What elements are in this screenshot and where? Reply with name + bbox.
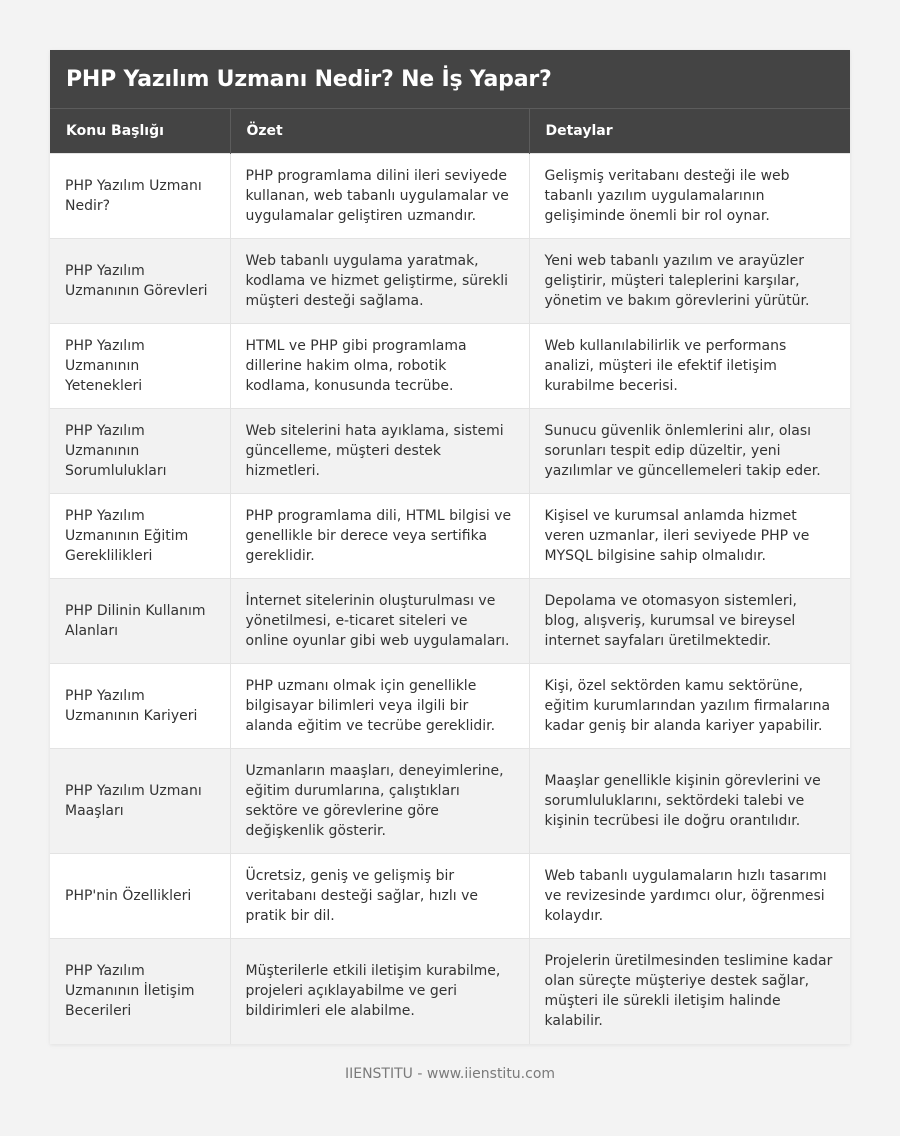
cell-summary: PHP programlama dilini ileri seviyede kullanan, web tabanlı uygulamalar ve uygulamalar geliştiren uzmandır.	[230, 154, 529, 239]
content-card	[50, 50, 850, 1044]
table-row	[50, 579, 850, 664]
cell-details: Yeni web tabanlı yazılım ve arayüzler geliştirir, müşteri taleplerini karşılar, yönetim ve bakım görevlerini yürütür.	[529, 239, 850, 324]
title-bar	[50, 50, 850, 108]
cell-summary: PHP programlama dili, HTML bilgisi ve genellikle bir derece veya sertifika gereklidir.	[230, 494, 529, 579]
cell-topic: PHP Yazılım Uzmanının Görevleri	[50, 239, 230, 324]
cell-details: Gelişmiş veritabanı desteği ile web tabanlı yazılım uygulamalarının gelişiminde önemli bir rol oynar.	[529, 154, 850, 239]
cell-summary: Ücretsiz, geniş ve gelişmiş bir veritabanı desteği sağlar, hızlı ve pratik bir dil.	[230, 854, 529, 939]
cell-summary: Müşterilerle etkili iletişim kurabilme, projeleri açıklayabilme ve geri bildirimleri ele alabilme.	[230, 939, 529, 1044]
cell-summary: Uzmanların maaşları, deneyimlerine, eğitim durumlarına, çalıştıkları sektöre ve görevlerine göre değişkenlik gösterir.	[230, 749, 529, 854]
cell-summary: HTML ve PHP gibi programlama dillerine hakim olma, robotik kodlama, konusunda tecrübe.	[230, 324, 529, 409]
table-row	[50, 854, 850, 939]
cell-details: Kişi, özel sektörden kamu sektörüne, eğitim kurumlarından yazılım firmalarına kadar geniş bir alanda kariyer yapabilir.	[529, 664, 850, 749]
cell-topic: PHP Yazılım Uzmanının Sorumlulukları	[50, 409, 230, 494]
cell-topic: PHP Yazılım Uzmanının Yetenekleri	[50, 324, 230, 409]
footer-credit: IIENSTITU - www.iienstitu.com	[344, 1066, 556, 1082]
table-row	[50, 324, 850, 409]
table-row	[50, 239, 850, 324]
table-row	[50, 664, 850, 749]
cell-topic: PHP Yazılım Uzmanı Maaşları	[50, 749, 230, 854]
cell-topic: PHP Dilinin Kullanım Alanları	[50, 579, 230, 664]
cell-details: Sunucu güvenlik önlemlerini alır, olası sorunları tespit edip düzeltir, yeni yazılımlar ve güncellemeleri takip eder.	[529, 409, 850, 494]
cell-summary: Web sitelerini hata ayıklama, sistemi güncelleme, müşteri destek hizmetleri.	[230, 409, 529, 494]
cell-details: Kişisel ve kurumsal anlamda hizmet veren uzmanlar, ileri seviyede PHP ve MYSQL bilgisine sahip olmalıdır.	[529, 494, 850, 579]
cell-details: Maaşlar genellikle kişinin görevlerini ve sorumluluklarını, sektördeki talebi ve kişinin tecrübesi ile doğru orantılıdır.	[529, 749, 850, 854]
column-header-details: Detaylar	[529, 109, 850, 154]
column-header-summary: Özet	[230, 109, 529, 154]
cell-topic: PHP'nin Özellikleri	[50, 854, 230, 939]
column-header-topic: Konu Başlığı	[50, 109, 230, 154]
cell-summary: Web tabanlı uygulama yaratmak, kodlama ve hizmet geliştirme, sürekli müşteri desteği sağlama.	[230, 239, 529, 324]
table-row	[50, 749, 850, 854]
table-row	[50, 939, 850, 1044]
table-body	[50, 154, 850, 1044]
cell-topic: PHP Yazılım Uzmanının Kariyeri	[50, 664, 230, 749]
cell-details: Projelerin üretilmesinden teslimine kadar olan süreçte müşteriye destek sağlar, müşteri ile sürekli iletişim halinde kalabilir.	[529, 939, 850, 1044]
cell-topic: PHP Yazılım Uzmanının İletişim Becerileri	[50, 939, 230, 1044]
cell-details: Web tabanlı uygulamaların hızlı tasarımı ve revizesinde yardımcı olur, öğrenmesi kolaydır.	[529, 854, 850, 939]
cell-details: Web kullanılabilirlik ve performans analizi, müşteri ile efektif iletişim kurabilme becerisi.	[529, 324, 850, 409]
cell-details: Depolama ve otomasyon sistemleri, blog, alışveriş, kurumsal ve bireysel internet sayfaları üretilmektedir.	[529, 579, 850, 664]
cell-topic: PHP Yazılım Uzmanı Nedir?	[50, 154, 230, 239]
cell-summary: PHP uzmanı olmak için genellikle bilgisayar bilimleri veya ilgili bir alanda eğitim ve tecrübe gereklidir.	[230, 664, 529, 749]
table-row	[50, 494, 850, 579]
page-title: PHP Yazılım Uzmanı Nedir? Ne İş Yapar?	[66, 66, 552, 92]
cell-topic: PHP Yazılım Uzmanının Eğitim Gereklilikleri	[50, 494, 230, 579]
table-header	[50, 109, 850, 154]
cell-summary: İnternet sitelerinin oluşturulması ve yönetilmesi, e-ticaret siteleri ve online oyunlar gibi web uygulamaları.	[230, 579, 529, 664]
table-row	[50, 154, 850, 239]
info-table	[50, 108, 850, 1044]
header-row	[50, 109, 850, 154]
table-row	[50, 409, 850, 494]
